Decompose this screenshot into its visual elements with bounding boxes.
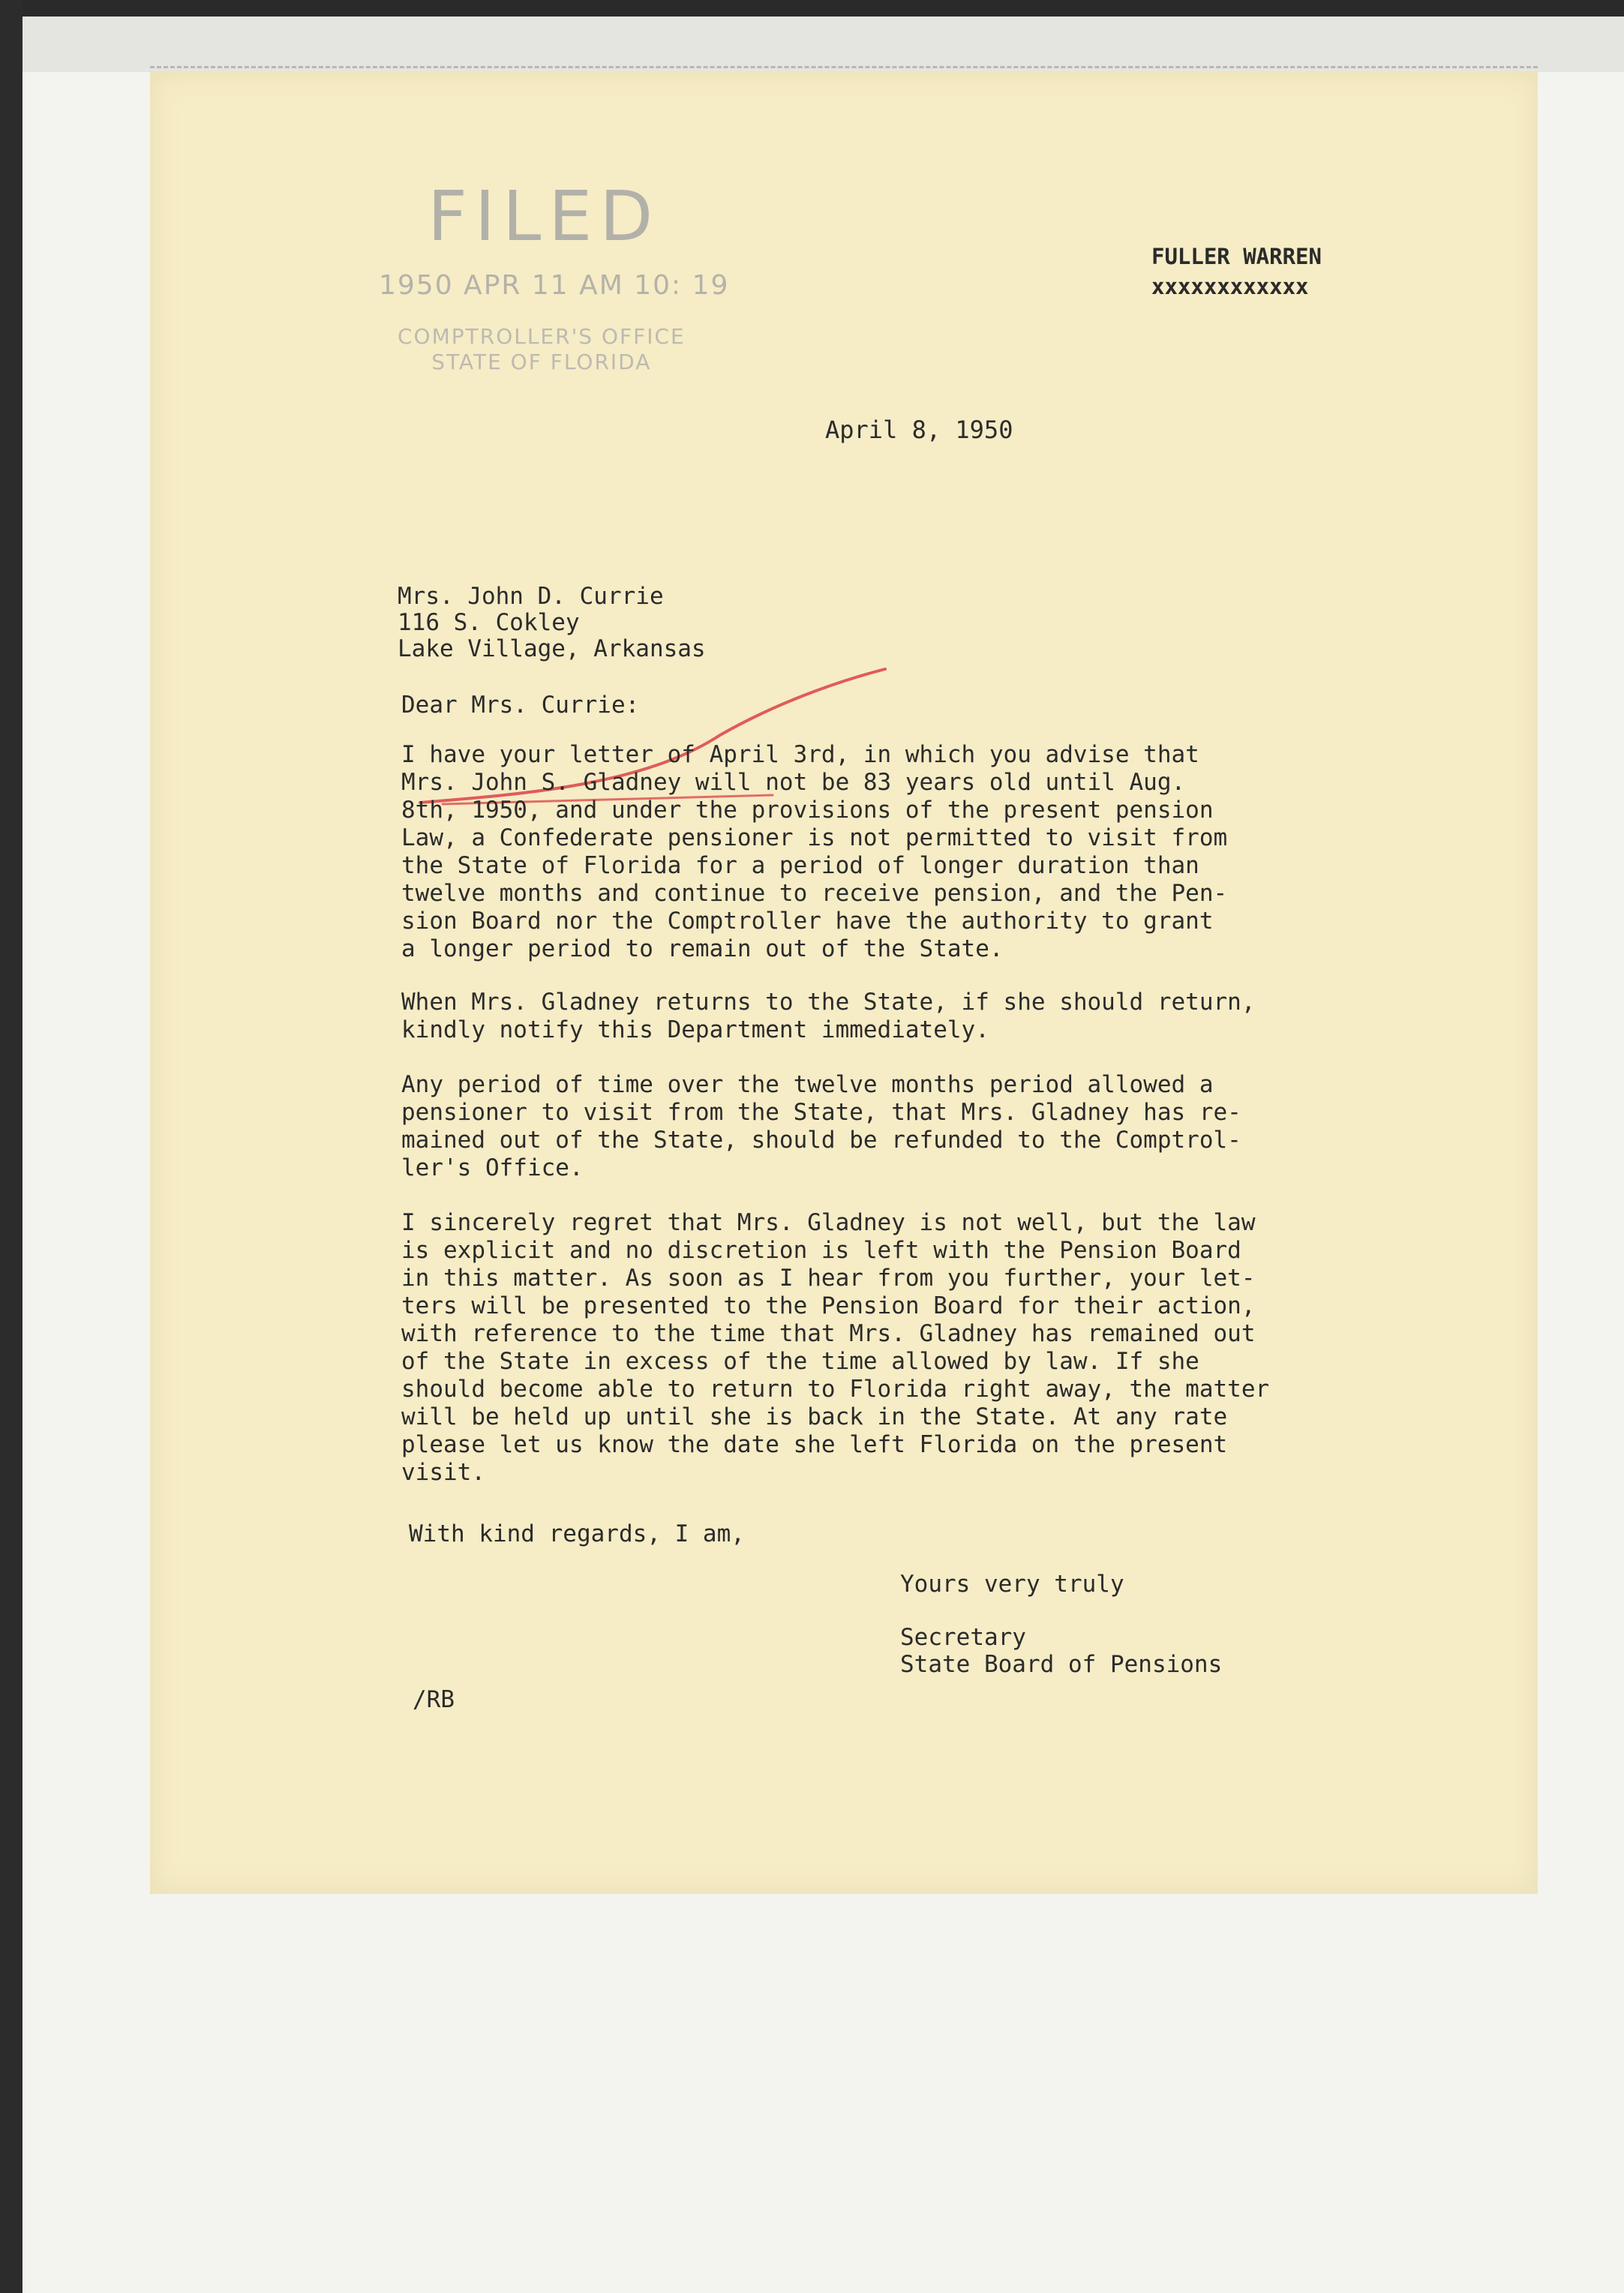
filed-stamp-office-line2: STATE OF FLORIDA — [431, 350, 652, 374]
complimentary-close: Yours very truly — [900, 1571, 1124, 1598]
paragraph-4-line: please let us know the date she left Florida on the present — [401, 1431, 1228, 1458]
typist-initials: /RB — [413, 1686, 455, 1713]
scanner-top-edge — [0, 0, 1624, 17]
signature-block — [900, 1624, 1222, 1678]
paragraph-1-line: a longer period to remain out of the State. — [401, 935, 1004, 962]
paragraph-4-line: is explicit and no discretion is left with the Pension Board — [401, 1237, 1241, 1264]
paragraph-4-line: visit. — [401, 1459, 485, 1486]
letterhead — [1151, 242, 1322, 302]
paragraph-3-line: mained out of the State, should be refunded to the Comptrol- — [401, 1127, 1241, 1154]
paragraph-3-line: ler's Office. — [401, 1154, 584, 1181]
paragraph-1 — [401, 741, 1436, 963]
filed-stamp-office-line1: COMPTROLLER'S OFFICE — [398, 324, 686, 349]
letter-page — [150, 71, 1538, 1894]
paragraph-4-line: should become able to return to Florida right away, the matter — [401, 1376, 1270, 1403]
paragraph-2 — [401, 989, 1436, 1044]
paragraph-3-line: Any period of time over the twelve months period allowed a — [401, 1071, 1214, 1098]
paragraph-4-line: in this matter. As soon as I hear from you further, your let- — [401, 1265, 1256, 1292]
salutation: Dear Mrs. Currie: — [401, 692, 640, 719]
recipient-street: 116 S. Cokley — [398, 609, 580, 636]
closing-line: With kind regards, I am, — [409, 1520, 745, 1547]
paragraph-4-line: of the State in excess of the time allowed by law. If she — [401, 1348, 1199, 1375]
paragraph-1-line: I have your letter of April 3rd, in which you advise that — [401, 741, 1199, 768]
page-top-edge — [150, 66, 1538, 77]
paragraph-4-line: with reference to the time that Mrs. Gladney has remained out — [401, 1320, 1256, 1347]
recipient-name: Mrs. John D. Currie — [398, 583, 664, 610]
signature-title: Secretary — [900, 1624, 1026, 1651]
letter-date: April 8, 1950 — [825, 416, 1013, 444]
signature-organization: State Board of Pensions — [900, 1651, 1223, 1678]
letterhead-struck-line: xxxxxxxxxxxx — [1151, 274, 1309, 299]
paragraph-3-line: pensioner to visit from the State, that Mrs. Gladney has re- — [401, 1099, 1241, 1126]
filed-stamp-date: 1950 APR 11 AM 10: 19 — [379, 270, 730, 301]
recipient-city: Lake Village, Arkansas — [398, 635, 706, 662]
paragraph-4-line: will be held up until she is back in the State. At any rate — [401, 1403, 1228, 1430]
paragraph-1-line: 8th, 1950, and under the provisions of the present pension — [401, 797, 1214, 824]
letterhead-name: FULLER WARREN — [1151, 244, 1322, 269]
paragraph-1-line: Mrs. John S. Gladney will not be 83 years old until Aug. — [401, 769, 1186, 796]
paragraph-1-line: sion Board nor the Comptroller have the authority to grant — [401, 908, 1214, 935]
recipient-address — [398, 584, 706, 662]
scanner-header-strip — [23, 17, 1624, 72]
paragraph-4-line: ters will be presented to the Pension Board for their action, — [401, 1292, 1256, 1319]
paragraph-1-line: the State of Florida for a period of longer duration than — [401, 852, 1199, 879]
paragraph-1-line: twelve months and continue to receive pension, and the Pen- — [401, 880, 1228, 907]
paragraph-1-line: Law, a Confederate pensioner is not permitted to visit from — [401, 824, 1228, 851]
paragraph-3 — [401, 1071, 1436, 1182]
filed-stamp-office — [398, 324, 686, 375]
scanner-left-edge — [0, 0, 23, 2293]
paragraph-4-line: I sincerely regret that Mrs. Gladney is not well, but the law — [401, 1209, 1256, 1236]
paragraph-2-line: When Mrs. Gladney returns to the State, if she should return, — [401, 989, 1256, 1016]
paragraph-2-line: kindly notify this Department immediately. — [401, 1016, 989, 1043]
paragraph-4 — [401, 1209, 1436, 1487]
filed-stamp: FILED — [428, 176, 661, 257]
